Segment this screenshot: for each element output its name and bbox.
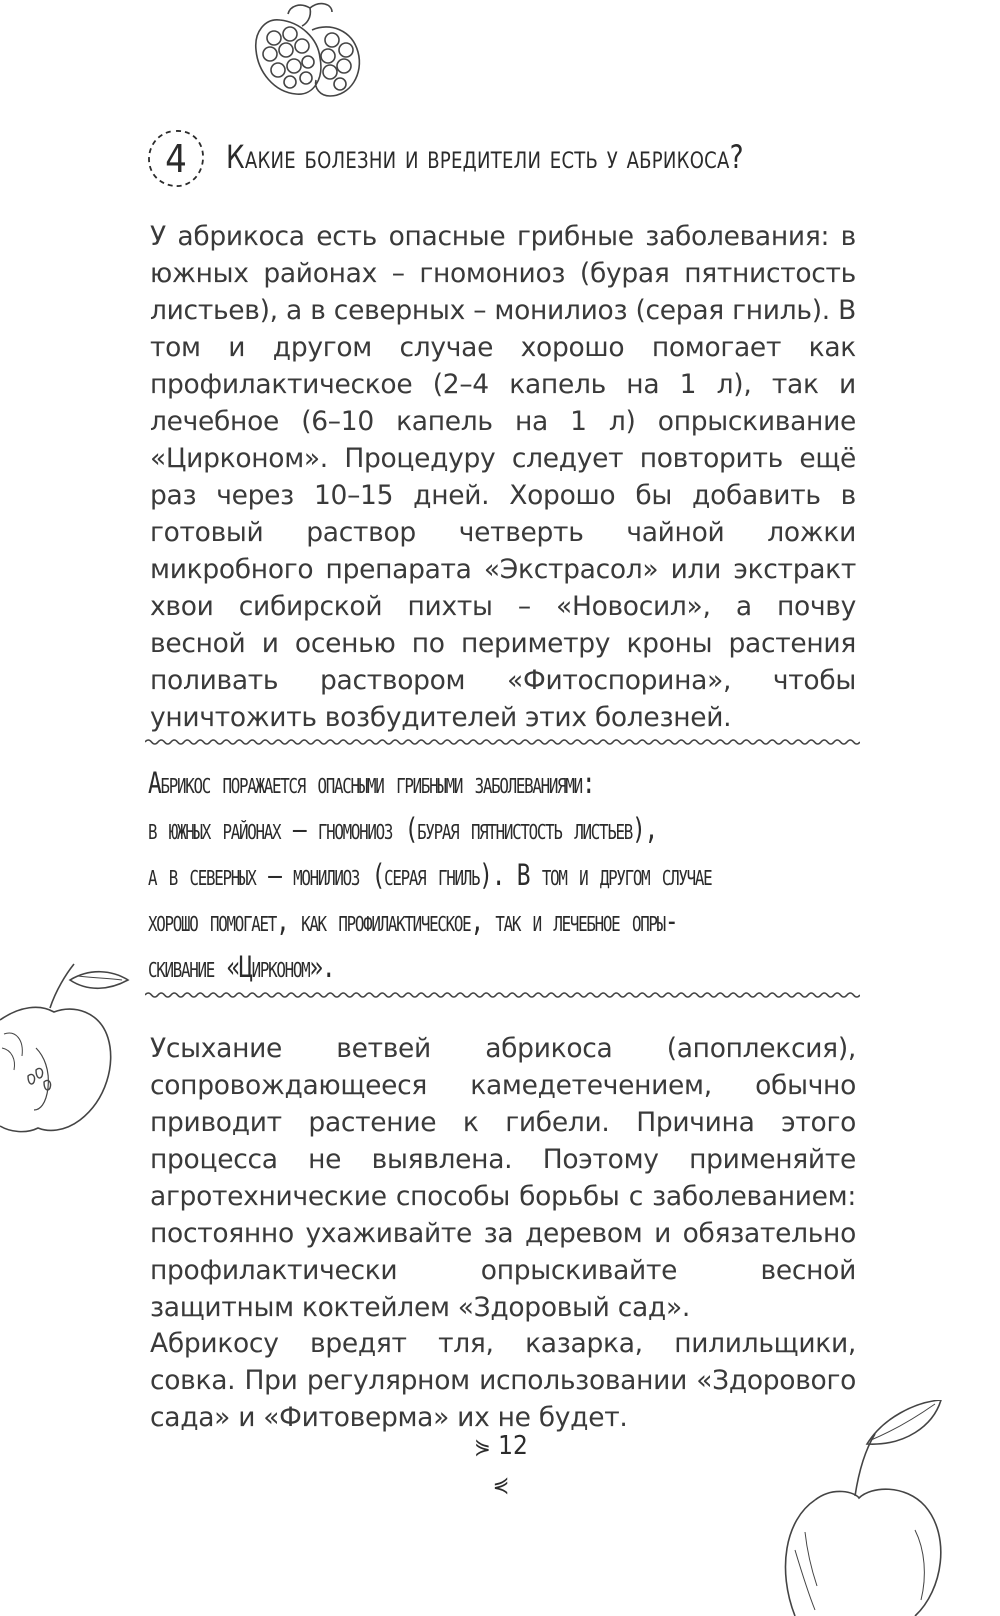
- section-number: 4: [165, 137, 187, 181]
- raspberry-icon: [240, 0, 370, 110]
- callout-note: [148, 760, 843, 990]
- wavy-divider: [145, 735, 860, 749]
- body-paragraph: У абрикоса есть опасные грибные заболевания: в южных районах – гномониоз (бурая пятнистость листьев), а в северных – монилиоз (серая гниль). В том и другом случае хорошо помогает как профилактическое (2–4 капель на 1 л), так и лечебное (6–10 капель на 1 л) опрыскивание «Цирконом». Процедуру следует повторить ещё раз через 10–15 дней. Хорошо бы добавить в готовый раствор четверть чайной ложки микробного препарата «Экстрасол» или экстракт хвои сибирской пихты – «Новосил», а почву весной и осенью по периметру кроны растения поливать раствором «Фитоспорина», чтобы уничтожить возбудителей этих болезней.: [150, 221, 856, 733]
- page-number-value: 12: [498, 1431, 528, 1461]
- page-number-ornament-right: ⋞: [492, 1473, 510, 1498]
- body-paragraph: Абрикосу вредят тля, казарка, пилильщики, совка. При регулярном использовании «Здорового сада» и «Фитоверма» их не будет.: [150, 1328, 856, 1433]
- section-title: Какие болезни и вредители есть у абрикоса?: [226, 138, 744, 176]
- callout-line: скивание «Цирконом».: [148, 950, 335, 984]
- page-number-ornament-left: ⋟: [474, 1435, 491, 1460]
- callout-line: в южных районах – гномониоз (бурая пятнистость листьев),: [148, 812, 658, 846]
- page-number: [471, 1428, 531, 1498]
- apple-half-icon: [0, 960, 140, 1140]
- apple-icon: [755, 1400, 962, 1616]
- callout-line: хорошо помогает, как профилактическое, так и лечебное опры-: [148, 904, 678, 938]
- body-paragraph: Усыхание ветвей абрикоса (апоплексия), сопровождающееся камедетечением, обычно приводит растение к гибели. Причина этого процесса не выявлена. Поэтому применяйте агротехнические способы борьбы с заболеванием: постоянно ухаживайте за деревом и обязательно профилактически опрыскивайте весной защитным коктейлем «Здоровый сад».: [150, 1033, 856, 1323]
- section-number-badge: [148, 130, 204, 188]
- wavy-divider: [145, 988, 860, 1002]
- section-heading: [140, 118, 860, 198]
- callout-line: а в северных – монилиоз (серая гниль). В том и другом случае: [148, 858, 712, 892]
- callout-line: Абрикос поражается опасными грибными заболеваниями:: [148, 766, 595, 800]
